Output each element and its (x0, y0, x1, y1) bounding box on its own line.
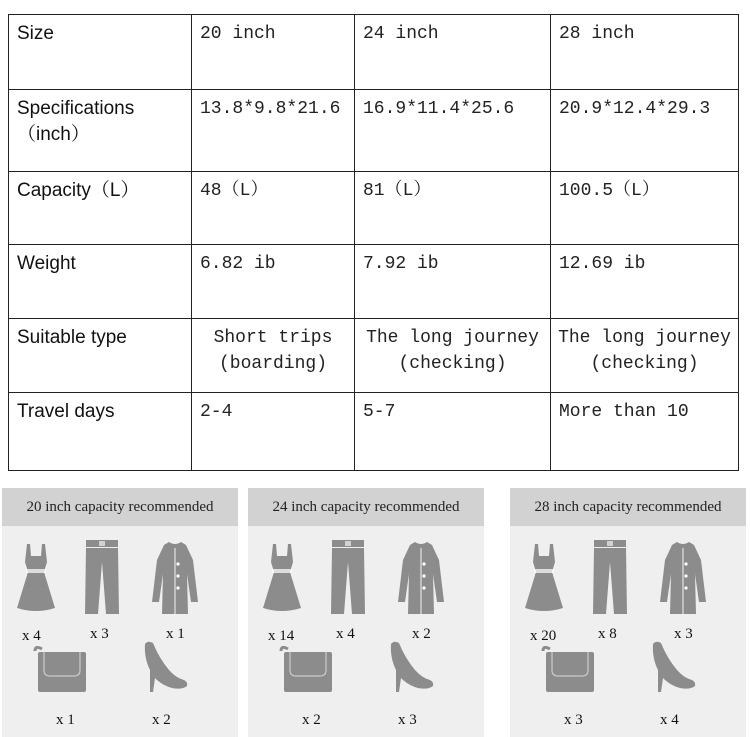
label-text: Travel days (17, 401, 115, 422)
cell-28-size (551, 15, 739, 90)
cell-text: 24 inch (363, 24, 439, 44)
bag-icon (32, 646, 88, 699)
cell-28-suitable-type (551, 319, 739, 393)
bag-icon (540, 646, 596, 699)
cell-24-travel-days (355, 393, 551, 471)
item-quantity: x 4 (22, 628, 41, 644)
row-label-travel-days (9, 393, 192, 471)
item-quantity: x 1 (166, 626, 185, 642)
cell-text-line2: (checking) (398, 354, 507, 374)
cell-text: 16.9*11.4*25.6 (363, 99, 515, 119)
cell-text: 2-4 (200, 402, 233, 422)
cell-text: 100.5（L） (559, 181, 660, 201)
dress-icon (16, 542, 56, 619)
item-quantity: x 4 (336, 626, 355, 642)
cell-text: 12.69 ib (559, 254, 646, 274)
coat-icon (398, 540, 444, 621)
item-quantity: x 8 (598, 626, 617, 642)
cell-text: 28 inch (559, 24, 635, 44)
label-text: Capacity（L） (17, 180, 140, 201)
cell-text: 20 inch (200, 24, 276, 44)
cell-text: Short trips (213, 328, 333, 348)
item-quantity: x 2 (412, 626, 431, 642)
cell-28-travel-days (551, 393, 739, 471)
cell-20-suitable-type (192, 319, 355, 393)
label-unit-text: （inch） (17, 124, 90, 145)
table-row-travel-days (9, 393, 739, 471)
item-quantity: x 3 (674, 626, 693, 642)
cell-20-capacity (192, 172, 355, 245)
high-heel-icon (142, 640, 188, 697)
item-quantity: x 14 (268, 628, 295, 644)
label-text: Specifications (17, 98, 135, 119)
row-label-weight (9, 245, 192, 319)
item-quantity: x 2 (302, 712, 321, 728)
table-row-size (9, 15, 739, 90)
size-spec-table (8, 14, 739, 471)
cell-24-capacity (355, 172, 551, 245)
item-quantity: x 4 (660, 712, 679, 728)
row-label-capacity (9, 172, 192, 245)
item-quantity: x 3 (90, 626, 109, 642)
pants-icon (328, 540, 368, 621)
cell-text: More than 10 (559, 402, 689, 422)
table-row-weight (9, 245, 739, 319)
cell-20-specifications (192, 90, 355, 172)
coat-icon (660, 540, 706, 621)
cell-28-weight (551, 245, 739, 319)
coat-icon (152, 540, 198, 621)
row-label-specifications (9, 90, 192, 172)
capacity-panel-0 (2, 488, 238, 737)
cell-text: 7.92 ib (363, 254, 439, 274)
item-quantity: x 3 (564, 712, 583, 728)
label-text: Weight (17, 253, 76, 274)
high-heel-icon (650, 640, 696, 697)
item-quantity: x 20 (530, 628, 557, 644)
item-quantity: x 3 (398, 712, 417, 728)
item-quantity: x 2 (152, 712, 171, 728)
cell-20-size (192, 15, 355, 90)
cell-24-weight (355, 245, 551, 319)
capacity-panel-2 (510, 488, 746, 737)
high-heel-icon (388, 640, 434, 697)
table-row-specifications (9, 90, 739, 172)
pants-icon (590, 540, 630, 621)
capacity-panel-1 (248, 488, 484, 737)
label-text: Size (17, 23, 54, 44)
panel-title: 28 inch capacity recommended (510, 488, 746, 526)
dress-icon (262, 542, 302, 619)
item-quantity: x 1 (56, 712, 75, 728)
cell-text-line2: (boarding) (218, 354, 328, 374)
cell-text: 5-7 (363, 402, 396, 422)
panel-title: 24 inch capacity recommended (248, 488, 484, 526)
cell-text: 13.8*9.8*21.6 (200, 99, 341, 119)
cell-28-specifications (551, 90, 739, 172)
cell-text: The long journey (558, 328, 731, 348)
bag-icon (278, 646, 334, 699)
cell-text: 48（L） (200, 181, 269, 201)
cell-text: 6.82 ib (200, 254, 276, 274)
cell-24-specifications (355, 90, 551, 172)
cell-text: 81（L） (363, 181, 432, 201)
table-row-suitable-type (9, 319, 739, 393)
cell-text-line2: (checking) (590, 354, 699, 374)
label-text: Suitable type (17, 327, 127, 348)
table-row-capacity (9, 172, 739, 245)
panel-title: 20 inch capacity recommended (2, 488, 238, 526)
row-label-suitable-type (9, 319, 192, 393)
pants-icon (82, 540, 122, 621)
cell-24-size (355, 15, 551, 90)
row-label-size (9, 15, 192, 90)
cell-text: 20.9*12.4*29.3 (559, 99, 711, 119)
cell-24-suitable-type (355, 319, 551, 393)
cell-20-travel-days (192, 393, 355, 471)
cell-20-weight (192, 245, 355, 319)
cell-text: The long journey (366, 328, 539, 348)
cell-28-capacity (551, 172, 739, 245)
dress-icon (524, 542, 564, 619)
